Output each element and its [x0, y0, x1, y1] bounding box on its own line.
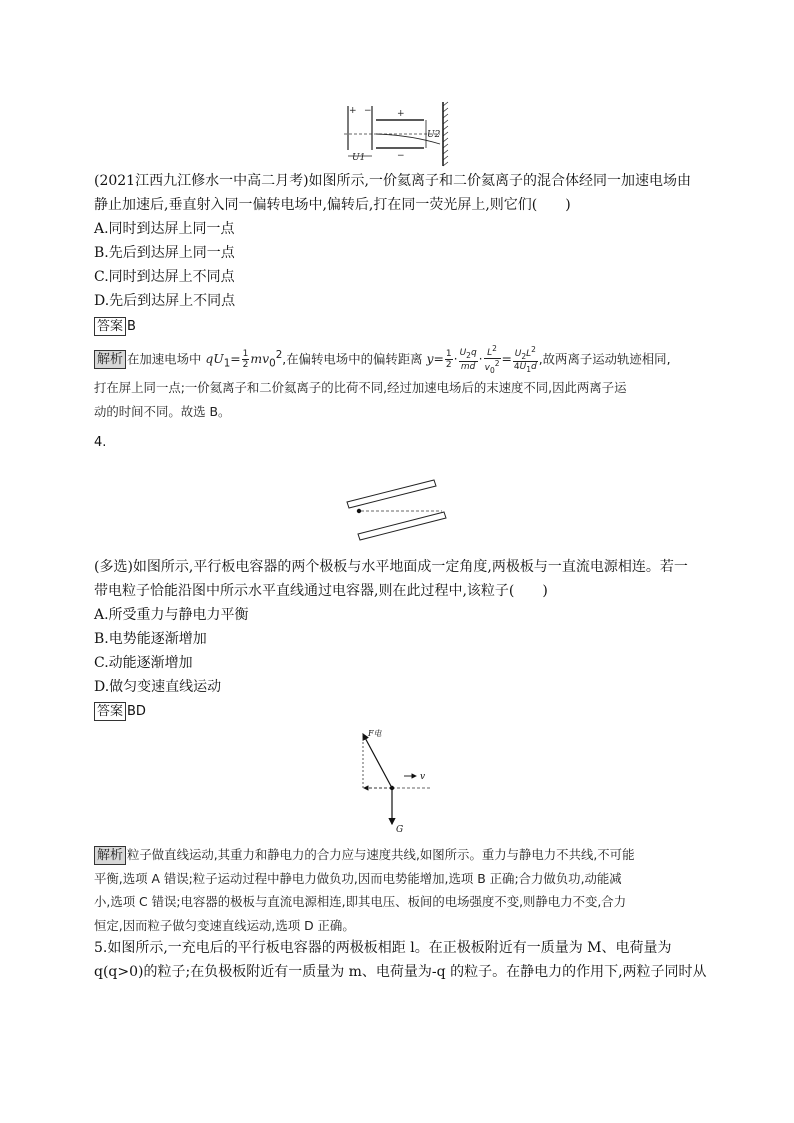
q4-solution-line4: 恒定,因而粒子做匀变速直线运动,选项 D 正确。: [94, 917, 355, 933]
q3-field-diagram: [340, 100, 470, 170]
q4-option-c: C.动能逐渐增加: [94, 655, 193, 671]
lower-plate: [358, 512, 446, 540]
solution-tag: 解析: [94, 350, 126, 369]
q3-stem-line1: (2021江西九江修水一中高二月考)如图所示,一价氦离子和二价氦离子的混合体经同一加速电场由: [94, 173, 692, 189]
q3-answer-row: [94, 315, 136, 338]
q3-option-d: D.先后到达屏上不同点: [94, 293, 236, 309]
q4-option-b: B.电势能逐渐增加: [94, 631, 207, 647]
q4-solution: [94, 843, 700, 937]
particle-dot: [390, 786, 394, 790]
q3-solution-line1: 解析 在加速电场中 $qU_1=$ $\frac{1}{2}$ $mv_0^2$,在偏转电场中的偏转距离 y= $\frac{1}{2}$ · $\frac{U_2q}{md}$ · $\frac{L^2}{v_0^2}$ = $\frac{U_2L^2}{4U_1d}$ ,故两离子运动轨迹相同,: [94, 344, 700, 376]
q4-solution-line1: 解析 粒子做直线运动,其重力和静电力的合力应与速度共线,如图所示。重力与静电力不共线,不可能: [94, 843, 700, 867]
answer-tag: 答案: [94, 317, 126, 336]
upper-plate: [347, 480, 436, 508]
answer-tag: 答案: [94, 702, 126, 721]
electric-force-label: F电: [368, 729, 382, 738]
gravity-label: G: [396, 825, 404, 835]
q3-solution-line2: 打在屏上同一点;一价氦离子和二价氦离子的比荷不同,经过加速电场后的末速度不同,因此两离子运: [94, 380, 627, 396]
deflect-plus-sign: +: [397, 109, 405, 119]
u1-label: U1: [352, 153, 366, 163]
q3-stem-line2: 静止加速后,垂直射入同一偏转电场中,偏转后,打在同一荧光屏上,则它们( ): [94, 197, 571, 213]
q3-option-c: C.同时到达屏上不同点: [94, 269, 235, 285]
equation-deflection: y= $\frac{1}{2}$ · $\frac{U_2q}{md}$ · $\frac{L^2}{v_0^2}$ = $\frac{U_2L^2}{4U_1d}$: [426, 344, 537, 375]
q4-stem-line1: (多选)如图所示,平行板电容器的两个极板与水平地面成一定角度,两极板与一直流电源相连。若一: [94, 559, 688, 575]
accel-minus-sign: −: [364, 106, 372, 116]
q3-option-a: A.同时到达屏上同一点: [94, 221, 235, 237]
q4-force-diagram: [352, 726, 442, 836]
q4-solution-line2: 平衡,选项 A 错误;粒子运动过程中静电力做负功,因而电势能增加,选项 B 正确;合力做负功,动能减: [94, 870, 622, 886]
q4-number: 4.: [94, 435, 107, 450]
q4-option-a: A.所受重力与静电力平衡: [94, 607, 249, 623]
q3-solution-line3: 动的时间不同。故选 B。: [94, 403, 231, 419]
q5-line1: 5.如图所示,一充电后的平行板电容器的两极板相距 l。在正极板附近有一质量为 M、电荷量为: [94, 940, 672, 956]
q3-answer: B: [127, 319, 136, 334]
velocity-label: v: [420, 772, 426, 782]
q4-answer: BD: [127, 704, 146, 719]
q3-solution: [94, 344, 700, 423]
q4-option-d: D.做匀变速直线运动: [94, 679, 222, 695]
accel-plus-sign: +: [349, 106, 357, 116]
q4-solution-line3: 小,选项 C 错误;电容器的极板与直流电源相连,即其电压、板间的电场强度不变,则静电力不变,合力: [94, 894, 627, 909]
q4-stem-line2: 带电粒子恰能沿图中所示水平直线通过电容器,则在此过程中,该粒子( ): [94, 583, 548, 599]
q5-line2: q(q>0)的粒子;在负极板附近有一质量为 m、电荷量为-q 的粒子。在静电力的作用下,两粒子同时从: [94, 964, 707, 980]
q3-option-b: B.先后到达屏上同一点: [94, 245, 235, 261]
solution-tag: 解析: [94, 846, 126, 865]
charged-particle: [357, 509, 361, 513]
deflect-minus-sign: −: [397, 151, 405, 161]
q4-capacitor-diagram: [344, 474, 454, 544]
u2-label: U2: [427, 130, 441, 140]
q4-answer-row: [94, 700, 146, 723]
equation-qu1: $qU_1=$ $\frac{1}{2}$ $mv_0^2$: [205, 349, 283, 371]
electric-force-arrow: [363, 734, 392, 788]
